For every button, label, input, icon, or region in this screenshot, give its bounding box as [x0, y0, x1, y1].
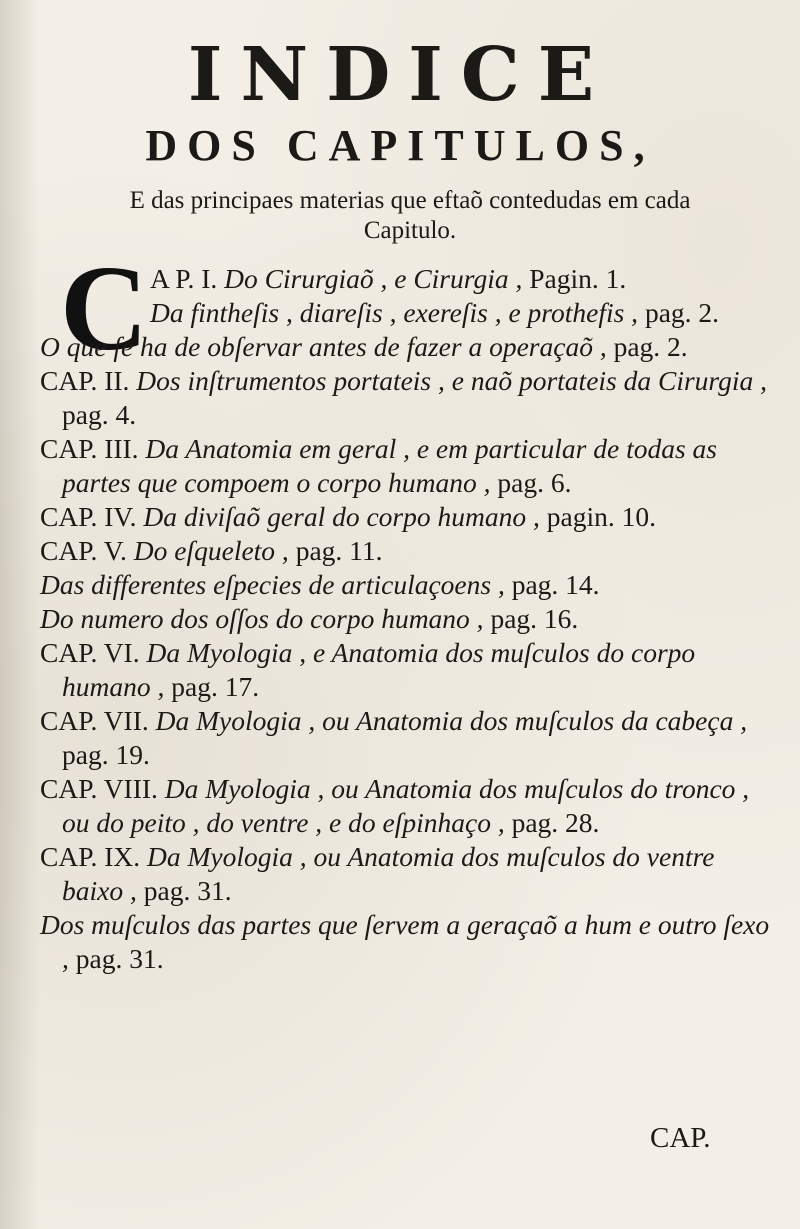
entry-page: pagin. 10. [546, 501, 656, 532]
entry-page: pag. 11. [295, 535, 383, 566]
entry-prefix: CAP. IX. [40, 841, 141, 872]
entry-page: pag. 4. [62, 399, 137, 430]
entry-page: pag. 6. [497, 467, 572, 498]
page-title: INDICE [187, 32, 613, 118]
entry-page: pag. 31. [75, 943, 164, 974]
catchword: CAP. [650, 1122, 711, 1154]
chapter-list [40, 241, 770, 976]
entry-title: Dos inſtrumentos portateis , e naõ portateis da Cirurgia , [136, 365, 768, 396]
chapter-entry [40, 568, 770, 602]
entry-page: pag. 14. [511, 569, 600, 600]
drop-cap: C [60, 241, 149, 376]
entry-page: pag. 2. [644, 297, 720, 328]
entry-title: Da Myologia , ou Anatomia dos muſculos da cabeça , [155, 705, 748, 736]
entry-prefix: A P. I. [150, 263, 218, 294]
page-gutter-shadow [0, 0, 40, 1229]
chapter-entry [40, 296, 770, 330]
page-subtitle: DOS CAPITULOS, [145, 121, 655, 170]
entry-title: Da fintheſis , diareſis , exereſis , e prothefis , [150, 297, 639, 328]
entry-prefix: CAP. VI. [40, 637, 140, 668]
entry-page: pag. 17. [171, 671, 260, 702]
entry-title: Das differentes eſpecies de articulaçoens , [40, 569, 505, 600]
chapter-entry [40, 908, 770, 976]
page-caption: E das principaes materias que eftaõ contedudas em cada Capitulo. [129, 187, 691, 244]
entry-page: pag. 28. [511, 807, 600, 838]
entry-title: Do eſqueleto , [133, 535, 289, 566]
chapter-entry [40, 636, 770, 704]
entry-page: pag. 2. [613, 331, 688, 362]
chapter-entry [40, 704, 770, 772]
chapter-entry [40, 772, 770, 840]
entry-title: Da Anatomia em geral , e em particular de todas as partes que compoem o corpo humano , [62, 433, 718, 498]
entry-prefix: CAP. II. [40, 365, 130, 396]
chapter-entry [40, 330, 770, 364]
entry-title: O que ſe ha de obſervar antes de fazer a operaçaõ , [40, 331, 607, 362]
entry-page: pag. 16. [490, 603, 579, 634]
entry-title: Dos muſculos das partes que ſervem a geraçaõ a hum e outro ſexo , [40, 909, 770, 974]
entry-page: pag. 19. [62, 739, 150, 770]
chapter-entry [40, 840, 770, 908]
entry-page: Pagin. 1. [529, 263, 627, 294]
entry-title: Do Cirurgiaõ , e Cirurgia , [224, 263, 523, 294]
chapter-entry [40, 262, 770, 296]
entry-title: Da Myologia , e Anatomia dos muſculos do corpo humano , [62, 637, 696, 702]
entry-title: Da Myologia , ou Anatomia dos muſculos do ventre baixo , [62, 841, 715, 906]
entry-prefix: CAP. VIII. [40, 773, 158, 804]
entry-prefix: CAP. III. [40, 433, 139, 464]
chapter-entry [40, 602, 770, 636]
entry-title: Da Myologia , ou Anatomia dos muſculos do tronco , ou do peito , do ventre , e do eſpinhaço , [62, 773, 750, 838]
entry-prefix: CAP. VII. [40, 705, 149, 736]
entry-page: pag. 31. [143, 875, 232, 906]
chapter-entry [40, 364, 770, 432]
entry-prefix: CAP. IV. [40, 501, 137, 532]
entry-prefix: CAP. V. [40, 535, 127, 566]
entry-title: Da diviſaõ geral do corpo humano , [143, 501, 540, 532]
chapter-entry [40, 534, 770, 568]
chapter-entry [40, 500, 770, 534]
entry-title: Do numero dos oſſos do corpo humano , [40, 603, 484, 634]
chapter-entry [40, 432, 770, 500]
